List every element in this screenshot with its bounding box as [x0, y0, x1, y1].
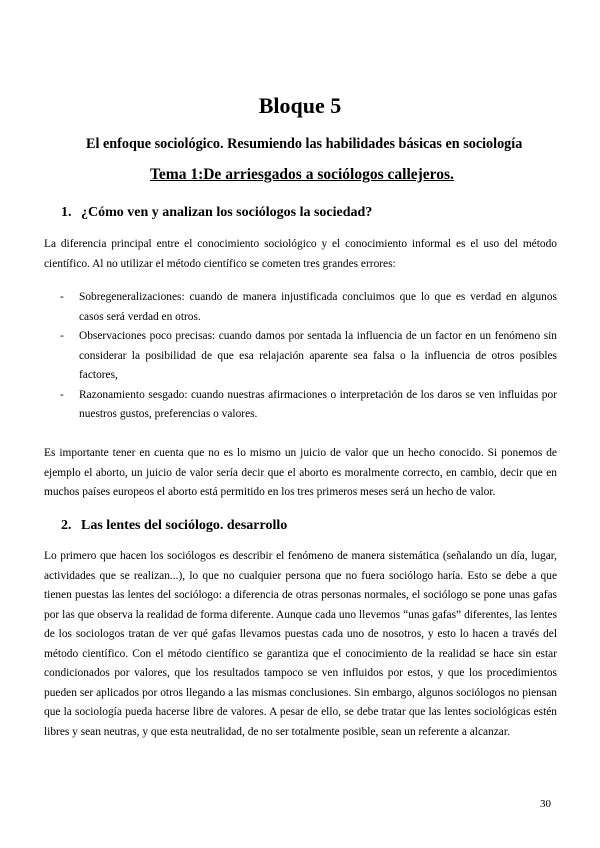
section-1-intro: La diferencia principal entre el conocimiento sociológico y el conocimiento informal es el uso del método científico. Al no utilizar el método científico se cometen tres grandes errores: [44, 238, 557, 270]
bullet-dash: - [60, 388, 64, 401]
section-2-title: Las lentes del sociólogo. desarrollo [81, 518, 288, 533]
list-item [44, 288, 557, 327]
section-2-number: 2. [61, 518, 72, 533]
bullet-dash: - [60, 291, 64, 303]
section-2-body: Lo primero que hacen los sociólogos es describir el fenómeno de manera sistemática (señalando un día, lugar, actividades que se realizan...), lo que no cualquier persona que no fuera sociólogo haría. Esto se debe a que tienen puestas las lentes del sociólogo: a diferencia de otras personas normales, el sociólogo se pone unas gafas por las que observa la realidad de forma diferente. Aunque cada uno llevemos “unas gafas” diferentes, las lentes de los sociologos tratan de ver qué gafas llevamos puestas cada uno de nosotros, y esto lo hacen a través del método científico. Con el método científico se garantiza que el conocimiento de la realidad se hace sin estar condicionados por valores, que los resultados tampoco se ven influidos por estos, y que los procedimientos pueden ser aplicados por otros llegando a las mismas conclusiones. Sin embargo, algunos sociólogos no piensan que la sociología pueda hacerse libre de valores. A pesar de ello, se debe tratar que las lentes sociológicas estén libres y sean neutras, y que esta neutralidad, de no ser totalmente posible, sean un referente a alcanzar. [44, 550, 557, 738]
section-1-number: 1. [61, 205, 72, 220]
section-1-heading [61, 204, 561, 222]
section-2-heading [61, 517, 561, 535]
section-1-title: ¿Cómo ven y analizan los sociólogos la sociedad? [81, 205, 373, 220]
list-item-text: Observaciones poco precisas: cuando damos por sentada la influencia de un factor en un fenómeno sin considerar la posibilidad de que esa relajación aparente sea falsa o la influencia de otros posibles factores, [79, 330, 557, 381]
page-number: 30 [540, 798, 551, 810]
list-item [44, 386, 557, 425]
list-item-text: Sobregeneralizaciones: cuando de manera injustificada concluimos que lo que es verdad en algunos casos será verdad en otros. [79, 291, 557, 323]
section-1-closing: Es importante tener en cuenta que no es lo mismo un juicio de valor que un hecho conocido. Si ponemos de ejemplo el aborto, un juicio de valor sería decir que el aborto es moralmente correcto, en cambio, decir que en muchos países europeos el aborto está permitido en los tres primeros meses será un hecho de valor. [44, 447, 557, 498]
page-title: Bloque 5 [258, 93, 342, 118]
list-item [44, 327, 557, 386]
page-subtitle: El enfoque sociológico. Resumiendo las habilidades básicas en sociología [86, 136, 523, 152]
error-list [44, 288, 557, 425]
bullet-dash: - [60, 330, 64, 342]
list-item-text: Razonamiento sesgado: cuando nuestras afirmaciones o interpretación de los daros se ven influidas por nuestros gustos, preferencias o valores. [79, 388, 557, 420]
tema-heading: Tema 1:De arriesgados a sociólogos callejeros. [150, 166, 454, 183]
